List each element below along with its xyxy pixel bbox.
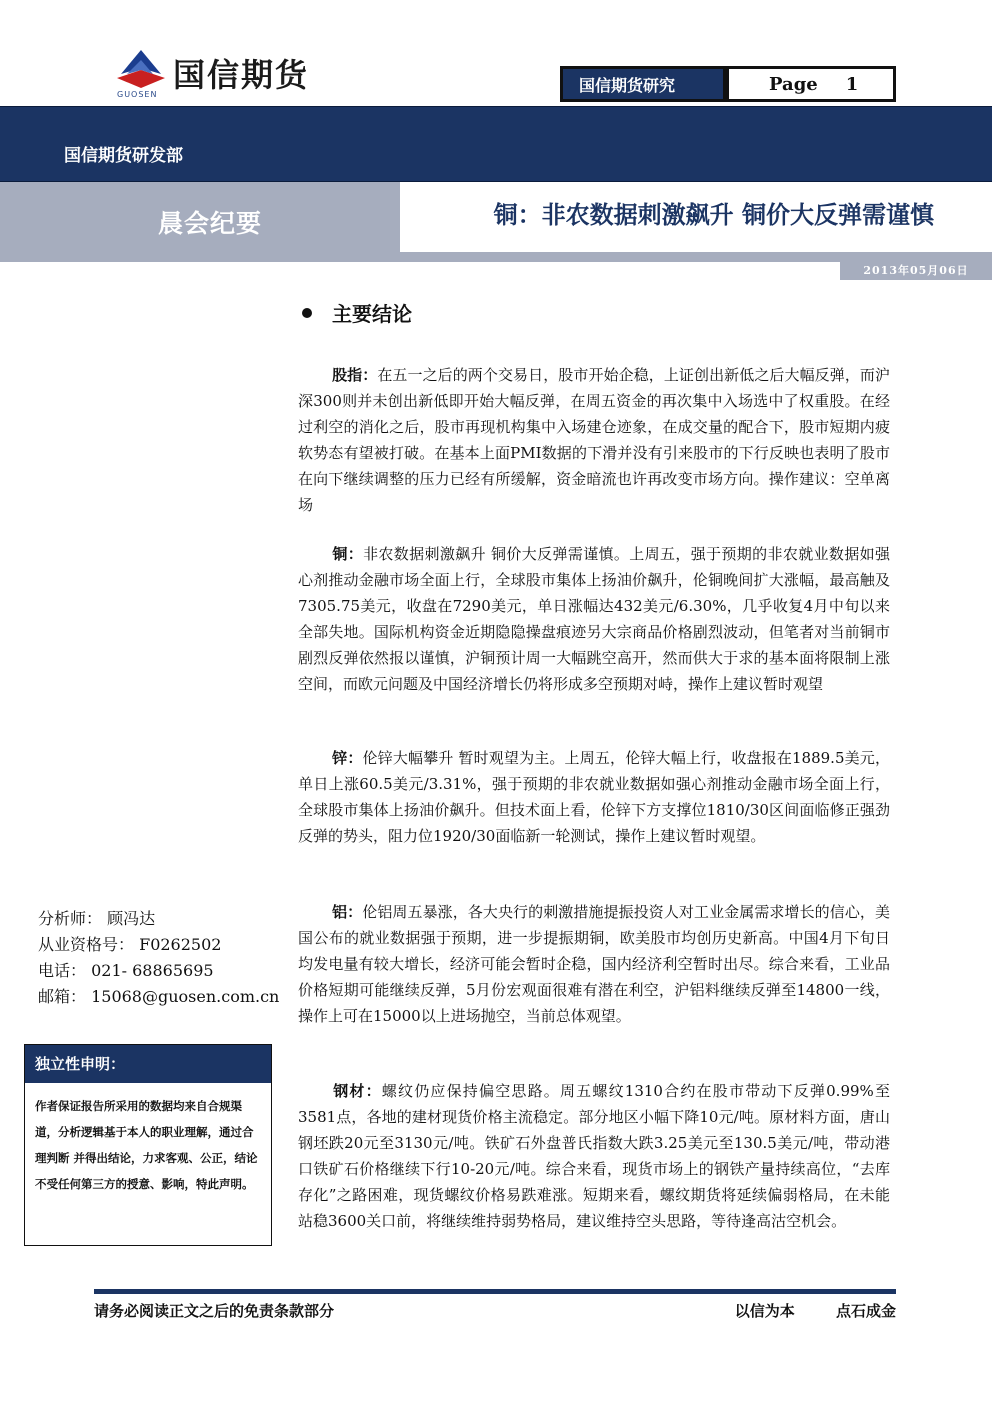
independence-statement xyxy=(24,1044,272,1246)
analyst-phone: 电话： 021- 68865695 xyxy=(38,961,214,980)
statement-body: 作者保证报告所采用的数据均来自合规渠道，分析逻辑基于本人的职业理解，通过合理判断 并得出结论，力求客观、公正，结论不受任何第三方的授意、影响，特此声明。 xyxy=(35,1099,258,1191)
analyst-info xyxy=(38,906,279,1010)
footer-divider xyxy=(94,1289,896,1294)
paragraph-copper xyxy=(298,541,890,697)
page-number-box xyxy=(726,66,896,102)
paragraph-label: 铜： xyxy=(332,545,364,563)
paragraph-text: 螺纹仍应保持偏空思路。周五螺纹1310合约在股市带动下反弹0.99%至3581点，各地的建材现货价格主流稳定。部分地区小幅下降10元/吨。原材料方面，唐山钢坯跌20元至3130元/吨。铁矿石外盘普氏指数大跌3.25美元至130.5美元/吨，带动港口铁矿石价格继续下行10-20元/吨。综合来看，现货市场上的钢铁产量持续高位，“去库存化”之路困难，现货螺纹价格易跌难涨。短期来看，螺纹期货将延续偏弱格局，在未能站稳3600关口前，将继续维持弱势格局，建议维持空头思路，等待逢高沽空机会。 xyxy=(298,1082,890,1230)
paragraph-aluminum xyxy=(298,899,890,1029)
paragraph-label: 锌： xyxy=(332,749,363,767)
research-label: 国信期货研究 xyxy=(579,75,676,95)
department-band xyxy=(0,106,992,183)
report-type: 晨会纪要 xyxy=(158,209,263,238)
motto-2: 点石成金 xyxy=(835,1302,896,1320)
logo-subtext: GUOSEN xyxy=(117,90,158,99)
guosen-logo xyxy=(113,44,353,104)
paragraph-label: 钢材： xyxy=(332,1082,382,1100)
report-title: 铜：非农数据刺激飙升 铜价大反弹需谨慎 xyxy=(493,200,934,229)
paragraph-text: 非农数据刺激飙升 铜价大反弹需谨慎。上周五，强于预期的非农就业数据如强心剂推动金融市场全面上行，全球股市集体上扬油价飙升，伦铜晚间扩大涨幅，最高触及7305.75美元，收盘在7290美元，单日涨幅达432美元/6.30%，几乎收复4月中旬以来全部失地。国际机构资金近期隐隐操盘痕迹另大宗商品价格剧烈波动，但笔者对当前铜市剧烈反弹依然报以谨慎，沪铜预计周一大幅跳空高开，然而供大于求的基本面将限制上涨空间，而欧元问题及中国经济增长仍将形成多空预期对峙，操作上建议暂时观望 xyxy=(298,545,890,693)
paragraph-zinc xyxy=(298,745,890,849)
analyst-license: 从业资格号： F0262502 xyxy=(38,935,222,954)
footer-disclaimer-note: 请务必阅读正文之后的免责条款部分 xyxy=(94,1302,335,1320)
research-label-box xyxy=(560,66,726,102)
analyst-name: 分析师： 顾冯达 xyxy=(38,909,156,928)
report-type-band xyxy=(0,182,400,262)
motto-1: 以信为本 xyxy=(734,1302,795,1320)
paragraph-label: 股指： xyxy=(332,366,378,384)
analyst-email: 邮箱： 15068@guosen.com.cn xyxy=(38,987,280,1006)
paragraph-steel xyxy=(298,1078,890,1234)
page-number: 1 xyxy=(845,73,859,95)
footer-motto xyxy=(735,1300,896,1321)
paragraph-text: 伦锌大幅攀升 暂时观望为主。上周五，伦锌大幅上行，收盘报在1889.5美元，单日上涨60.5美元/3.31%，强于预期的非农就业数据如强心剂推动金融市场全面上行，全球股市集体上扬油价飙升。但技术面上看，伦锌下方支撑位1810/30区间面临修正强劲反弹的势头，阻力位1920/30面临新一轮测试，操作上建议暂时观望。 xyxy=(298,749,890,845)
paragraph-text: 在五一之后的两个交易日，股市开始企稳，上证创出新低之后大幅反弹，而沪深300则并未创出新低即开始大幅反弹，在周五资金的再次集中入场选中了权重股。在经过利空的消化之后，股市再现机构集中入场建仓迹象，在成交量的配合下，股市短期内疲软势态有望被打破。在基本上面PMI数据的下滑并没有引来股市的下行反映也表明了股市在向下继续调整的压力已经有所缓解，资金暗流也许再改变市场方向。操作建议：空单离场 xyxy=(298,366,890,514)
report-title-area xyxy=(400,182,992,252)
paragraph-text: 伦铝周五暴涨，各大央行的刺激措施提振投资人对工业金属需求增长的信心，美国公布的就业数据强于预期，进一步提振期铜，欧美股市均创历史新高。中国4月下旬日均发电量有较大增长，经济可能会暂时企稳，国内经济利空暂时出尽。综合来看，工业品价格短期可能继续反弹，5月份宏观面很难有潜在利空，沪铝料继续反弹至14800一线，操作上可在15000以上进场抛空，当前总体观望。 xyxy=(298,903,890,1025)
section-heading xyxy=(302,298,412,327)
paragraph-label: 铝： xyxy=(332,903,363,921)
guosen-logo-icon xyxy=(113,44,169,94)
section-title: 主要结论 xyxy=(332,302,412,326)
page-label: Page xyxy=(769,73,818,95)
date-band xyxy=(400,252,992,262)
logo-name: 国信期货 xyxy=(173,56,310,94)
bullet-icon xyxy=(302,308,312,318)
paragraph-stock-index xyxy=(298,362,890,518)
report-date: 2013年05月06日 xyxy=(840,262,992,280)
department-name: 国信期货研发部 xyxy=(64,146,183,166)
statement-title: 独立性申明： xyxy=(25,1045,271,1083)
